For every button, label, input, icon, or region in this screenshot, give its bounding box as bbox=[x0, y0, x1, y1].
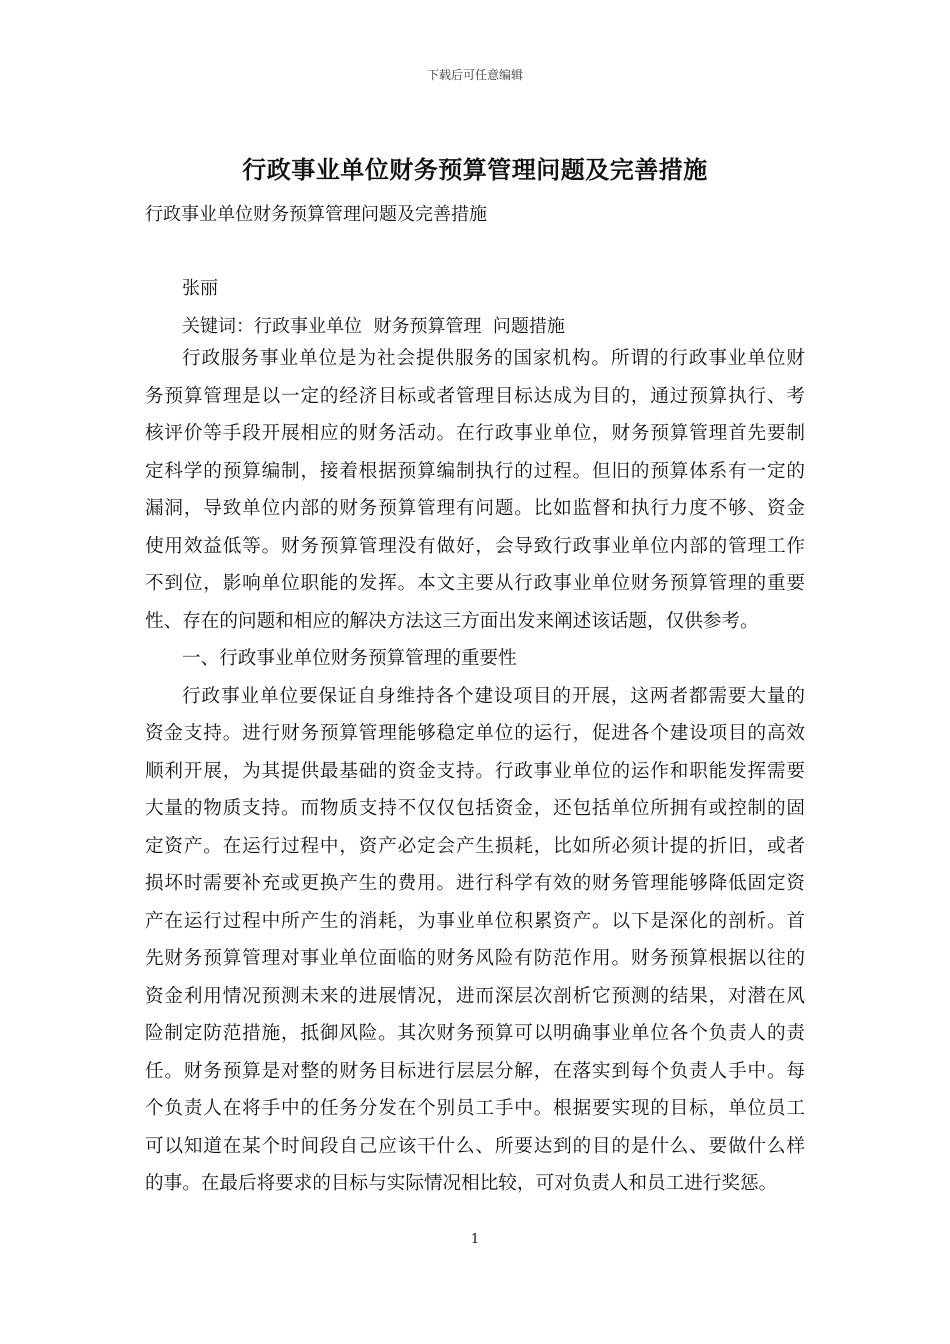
paragraph-line: 险制定防范措施，抵御风险。其次财务预算可以明确事业单位各个负责人的责 bbox=[145, 1023, 805, 1044]
paragraph-line: 定科学的预算编制，接着根据预算编制执行的过程。但旧的预算体系有一定的 bbox=[145, 460, 805, 482]
paragraph-line: 先财务预算管理对事业单位面临的财务风险有防范作用。财务预算根据以往的 bbox=[145, 948, 805, 969]
paragraph-line: 资金利用情况预测未来的进展情况，进而深层次剖析它预测的结果，对潜在风 bbox=[145, 985, 805, 1007]
body-text bbox=[145, 340, 805, 1203]
paragraph-line: 个负责人在将手中的任务分发在个别员工手中。根据要实现的目标，单位员工 bbox=[145, 1098, 805, 1119]
paragraph-line: 可以知道在某个时间段自己应该干什么、所要达到的目的是什么、要做什么样 bbox=[145, 1135, 805, 1157]
paragraph-line: 大量的物质支持。而物质支持不仅仅包括资金，还包括单位所拥有或控制的固 bbox=[145, 798, 805, 819]
paragraph-line: 核评价等手段开展相应的财务活动。在行政事业单位，财务预算管理首先要制 bbox=[145, 423, 805, 444]
paragraph-line: 产在运行过程中所产生的消耗，为事业单位积累资产。以下是深化的剖析。首 bbox=[145, 910, 805, 932]
section-heading: 一、行政事业单位财务预算管理的重要性 bbox=[182, 648, 517, 669]
paragraph-line: 务预算管理是以一定的经济目标或者管理目标达成为目的，通过预算执行、考 bbox=[145, 385, 805, 407]
keywords-line: 关键词：行政事业单位 财务预算管理 问题措施 bbox=[182, 316, 565, 337]
paragraph-line: 资金支持。进行财务预算管理能够稳定单位的运行，促进各个建设项目的高效 bbox=[145, 723, 805, 744]
page-number: 1 bbox=[470, 1232, 480, 1247]
document-subtitle: 行政事业单位财务预算管理问题及完善措施 bbox=[145, 204, 487, 225]
header-note: 下载后可任意编辑 bbox=[426, 68, 523, 82]
paragraph-line: 性、存在的问题和相应的解决方法这三方面出发来阐述该话题，仅供参考。 bbox=[145, 610, 759, 632]
paragraph-line: 行政服务事业单位是为社会提供服务的国家机构。所谓的行政事业单位财 bbox=[182, 348, 805, 369]
paragraph-line: 不到位，影响单位职能的发挥。本文主要从行政事业单位财务预算管理的重要 bbox=[145, 573, 805, 594]
paragraph-line: 顺利开展，为其提供最基础的资金支持。行政事业单位的运作和职能发挥需要 bbox=[145, 760, 805, 782]
paragraph-line: 的事。在最后将要求的目标与实际情况相比较，可对负责人和员工进行奖惩。 bbox=[145, 1173, 778, 1194]
paragraph-line: 行政事业单位要保证自身维持各个建设项目的开展，这两者都需要大量的 bbox=[182, 685, 805, 707]
paragraph-line: 损坏时需要补充或更换产生的费用。进行科学有效的财务管理能够降低固定资 bbox=[145, 873, 805, 894]
paragraph-line: 任。财务预算是对整的财务目标进行层层分解，在落实到每个负责人手中。每 bbox=[145, 1060, 805, 1082]
paragraph-line: 使用效益低等。财务预算管理没有做好，会导致行政事业单位内部的管理工作 bbox=[145, 535, 805, 557]
paragraph-line: 定资产。在运行过程中，资产必定会产生损耗，比如所必须计提的折旧，或者 bbox=[145, 835, 805, 857]
document-title: 行政事业单位财务预算管理问题及完善措施 bbox=[242, 155, 708, 184]
author-name: 张丽 bbox=[182, 278, 218, 299]
paragraph-line: 漏洞，导致单位内部的财务预算管理有问题。比如监督和执行力度不够、资金 bbox=[145, 498, 805, 519]
